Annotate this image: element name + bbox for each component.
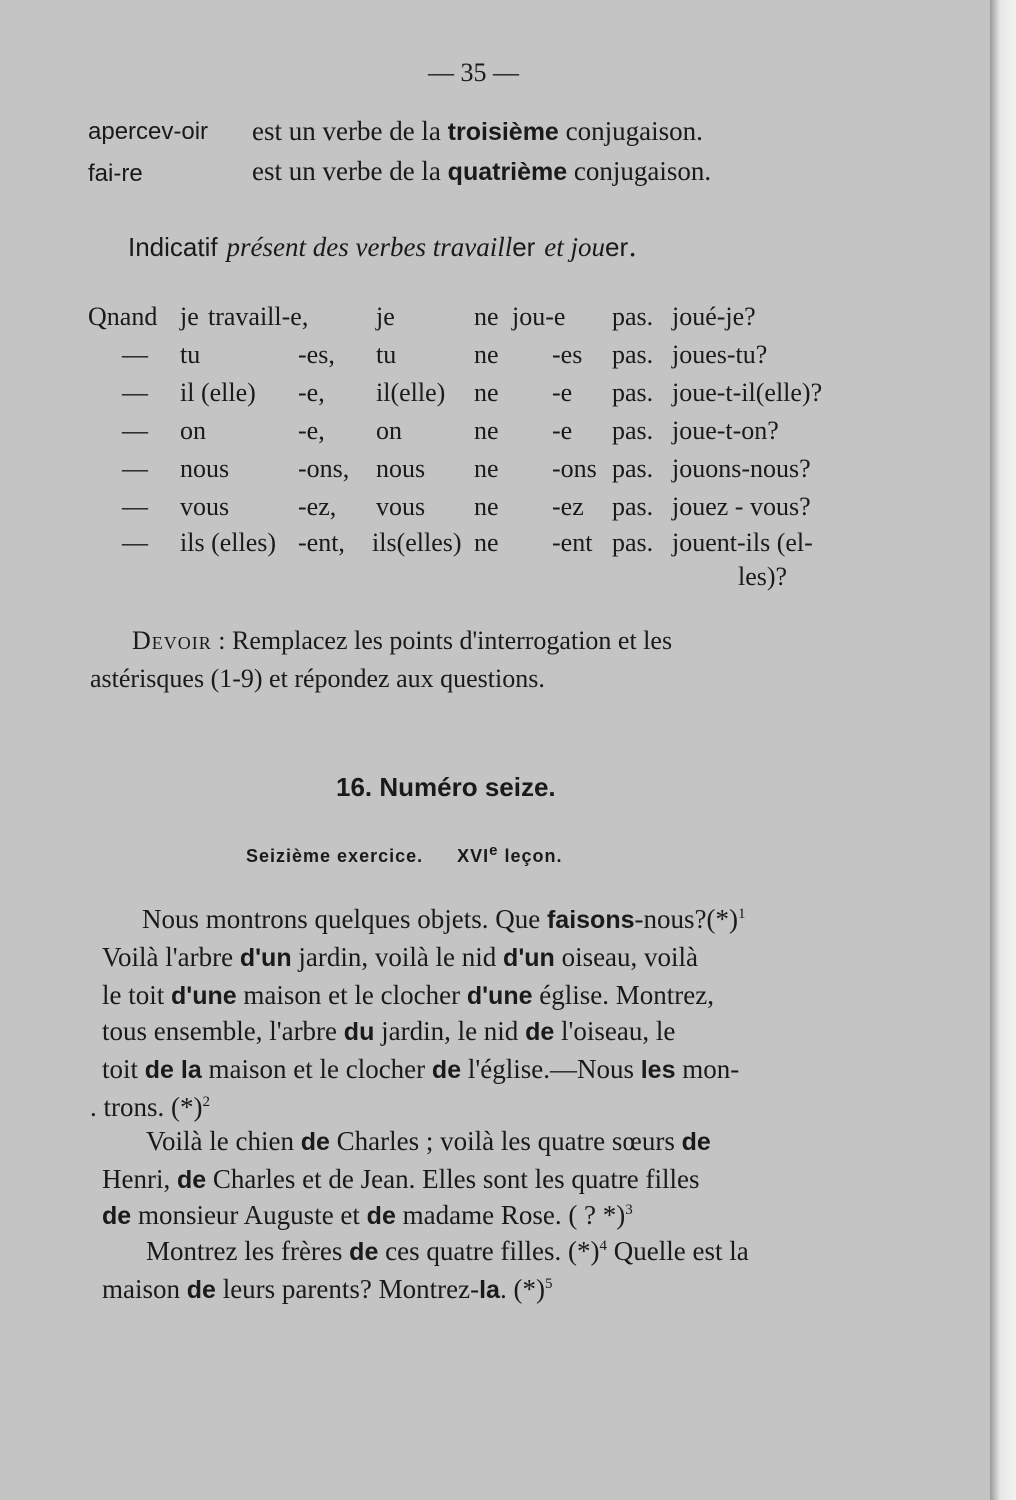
paragraph-line (102, 980, 714, 1011)
paragraph-line (142, 904, 745, 935)
conj-tail: les)? (738, 562, 788, 591)
subtitle-sup: e (489, 842, 499, 859)
definition-emphasis: troisième (447, 118, 559, 146)
conj-cell: il(elle) (376, 378, 446, 407)
conj-cell: pas. (612, 492, 654, 521)
text: leurs parents? Montrez- (222, 1274, 480, 1304)
conj-cell: nous (180, 454, 230, 483)
text: madame Rose. ( ? *) (402, 1200, 626, 1230)
text: le toit (102, 980, 165, 1010)
paragraph-line (102, 1054, 739, 1085)
text: Voilà le chien (146, 1126, 294, 1156)
text: l'église.—Nous (467, 1054, 634, 1084)
conj-cell: -e, (298, 416, 325, 445)
bold-text: de (102, 1202, 132, 1230)
heading-punct: . (628, 230, 638, 263)
definition-term: fai-re (88, 160, 143, 187)
subtitle-lesson: leçon. (504, 846, 563, 866)
definition-text: conjugaison. (565, 116, 703, 146)
paragraph-line (102, 1016, 675, 1047)
definition-text-1 (252, 116, 703, 147)
conj-cell: — (122, 492, 148, 521)
text: jardin, le nid (381, 1016, 519, 1046)
conj-cell: -e (552, 416, 573, 445)
conj-cell: on (376, 416, 402, 445)
text: . trons. (*) (90, 1092, 203, 1122)
text: Charles ; voilà les quatre sœurs (336, 1126, 675, 1156)
conj-cell: ils (elles) (180, 528, 277, 557)
conj-cell: jouez - vous? (672, 492, 811, 521)
subtitle-exercise: Seizième exercice. (246, 846, 424, 866)
conj-cell: -ons (552, 454, 597, 483)
page-number: — 35 — (428, 58, 519, 87)
footnote-mark: 3 (625, 1202, 633, 1218)
definition-term: apercev-oir (88, 118, 209, 145)
conj-cell: pas. (612, 528, 654, 557)
paragraph-line (102, 942, 698, 973)
bold-text: d'un (239, 944, 292, 972)
conj-cell: pas. (612, 416, 654, 445)
conj-cell: Qnand (88, 302, 158, 331)
conj-cell: pas. (612, 302, 654, 331)
conj-cell: -ent, (298, 528, 345, 557)
text: Henri, (102, 1164, 171, 1194)
conj-cell: ne (474, 378, 499, 407)
conj-cell: joue-t-on? (672, 416, 779, 445)
conj-cell: jouent-ils (el- (672, 528, 813, 557)
text: jardin, voilà le nid (298, 942, 497, 972)
conj-cell: -ez (552, 492, 584, 521)
definition-line-1 (88, 118, 208, 146)
text: mon- (682, 1054, 740, 1084)
bold-text: de la (144, 1056, 202, 1084)
conj-cell: tu (376, 340, 397, 369)
conj-cell: ne (474, 454, 499, 483)
text: l'oiseau, le (561, 1016, 676, 1046)
definition-text-2 (252, 156, 711, 187)
bold-text: de (366, 1202, 396, 1230)
conj-cell: ne (474, 340, 499, 369)
conj-cell: on (180, 416, 206, 445)
section-title: 16. Numéro seize. (336, 772, 556, 802)
heading-word: Indicatif (128, 232, 218, 262)
conj-cell: ne (474, 416, 499, 445)
bold-text: de (300, 1128, 330, 1156)
conj-cell: -e (552, 378, 573, 407)
conj-cell: je (180, 302, 199, 331)
text: toit (102, 1054, 139, 1084)
conj-cell: ne (474, 492, 499, 521)
conj-cell: jouons-nous? (672, 454, 811, 483)
bold-text: de (525, 1018, 555, 1046)
bold-text: la (479, 1276, 500, 1304)
conj-cell: -es (552, 340, 583, 369)
devoir-text: : Remplacez les points d'interrogation et les (218, 626, 673, 655)
conj-cell: travaill-e, (208, 302, 309, 331)
conj-cell: joue-t-il(elle)? (672, 378, 823, 407)
bold-text: du (343, 1018, 375, 1046)
paragraph-line (102, 1274, 552, 1305)
footnote-mark: 2 (202, 1094, 210, 1110)
conj-cell: -ons, (298, 454, 350, 483)
text: Montrez les frères (146, 1236, 343, 1266)
text: Nous montrons quelques objets. Que (142, 904, 541, 934)
conj-cell: vous (376, 492, 426, 521)
text: maison et le clocher (208, 1054, 426, 1084)
conj-cell: -e, (298, 378, 325, 407)
bold-text: de (186, 1276, 216, 1304)
heading-italic: présent des verbes travaill (226, 232, 513, 262)
definition-text: conjugaison. (573, 156, 712, 186)
section-subtitle (246, 842, 563, 867)
conj-cell: il (elle) (180, 378, 256, 407)
text: Charles et de Jean. Elles sont les quatre filles (212, 1164, 700, 1194)
text: monsieur Auguste et (137, 1200, 360, 1230)
heading-ending: er (512, 232, 536, 262)
section-heading (128, 230, 637, 263)
definition-emphasis: quatrième (447, 158, 568, 186)
conj-cell: — (122, 378, 148, 407)
conj-cell: -ent (552, 528, 593, 557)
conj-cell: -ez, (298, 492, 337, 521)
paragraph-line (102, 1200, 633, 1231)
footnote-mark: 5 (544, 1276, 553, 1292)
bold-text: faisons (546, 906, 635, 934)
devoir-line-2: astérisques (1-9) et répondez aux questions. (90, 664, 545, 693)
conj-cell: pas. (612, 454, 654, 483)
bold-text: de (431, 1056, 462, 1084)
conj-cell: ils(elles) (372, 528, 462, 557)
definition-line-2 (88, 160, 143, 188)
conj-cell: jou-e (512, 302, 566, 331)
footnote-mark: 1 (737, 906, 746, 922)
text: maison (102, 1274, 180, 1304)
conj-cell: ne (474, 528, 499, 557)
conj-cell: pas. (612, 378, 654, 407)
definition-text: est un verbe de la (252, 156, 441, 186)
text: . (*) (499, 1274, 545, 1304)
conj-cell: -es, (298, 340, 335, 369)
conj-cell: — (122, 416, 148, 445)
conj-cell: — (122, 454, 148, 483)
conj-cell: ne (474, 302, 499, 331)
bold-text: d'une (466, 982, 533, 1010)
paragraph-line (146, 1126, 711, 1157)
definition-text: est un verbe de la (252, 116, 441, 146)
bold-text: d'une (171, 982, 237, 1010)
bold-text: de (349, 1238, 379, 1266)
text: église. Montrez, (539, 980, 714, 1010)
bold-text: les (640, 1056, 676, 1084)
footnote-mark: 4 (599, 1238, 608, 1254)
devoir-line-1 (132, 626, 672, 656)
paragraph-line (146, 1236, 749, 1267)
subtitle-lesson-number: XVI (457, 846, 490, 866)
heading-italic: et jou (544, 232, 605, 262)
text: maison et le clocher (243, 980, 461, 1010)
conj-cell: joues-tu? (672, 340, 768, 369)
paragraph-line (90, 1092, 210, 1123)
bold-text: de (176, 1166, 207, 1194)
conj-cell: tu (180, 340, 201, 369)
conj-cell: — (122, 340, 148, 369)
bold-text: de (681, 1128, 711, 1156)
conj-cell: vous (180, 492, 230, 521)
text: Voilà l'arbre (102, 942, 234, 972)
conj-cell: nous (376, 454, 426, 483)
text: Quelle est la (613, 1236, 749, 1266)
bold-text: d'un (503, 944, 555, 972)
conj-cell: joué-je? (672, 302, 756, 331)
devoir-label: Devoir (132, 626, 212, 655)
conj-cell: — (122, 528, 148, 557)
page-edge (990, 0, 1016, 1500)
text: oiseau, voilà (561, 942, 699, 972)
conj-cell: pas. (612, 340, 654, 369)
text: ces quatre filles. (*) (385, 1236, 600, 1266)
text: tous ensemble, l'arbre (102, 1016, 338, 1046)
text: -nous?(*) (634, 904, 738, 934)
conj-cell: je (376, 302, 395, 331)
heading-ending: er (605, 232, 629, 262)
paragraph-line (102, 1164, 700, 1195)
